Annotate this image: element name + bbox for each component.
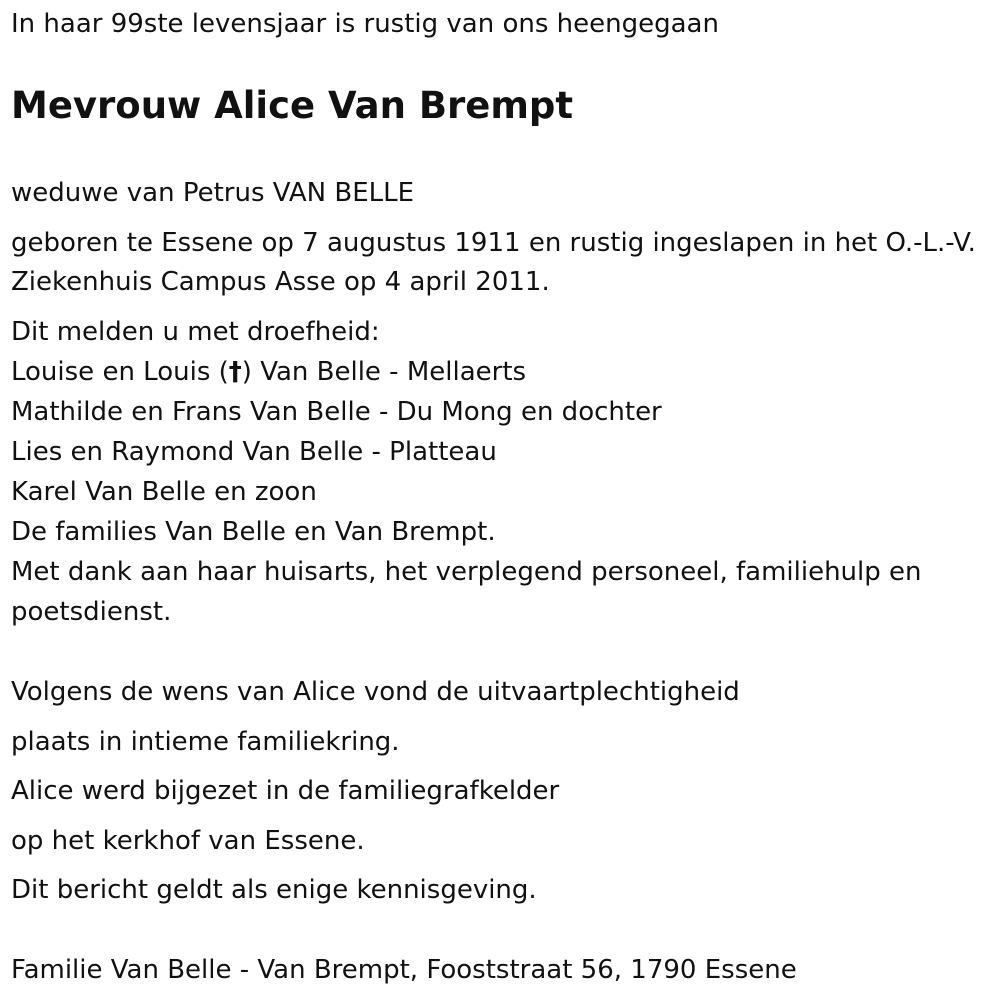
intro-text: In haar 99ste levensjaar is rustig van ons heengegaan <box>11 9 719 39</box>
thanks-line-2: poetsdienst. <box>11 597 172 627</box>
family-address: Familie Van Belle - Van Brempt, Fooststraat 56, 1790 Essene <box>11 955 797 985</box>
family-line-louise-before: Louise en Louis ( <box>11 357 229 387</box>
family-line-louise <box>11 356 526 388</box>
family-line-families: De families Van Belle en Van Brempt. <box>11 517 496 547</box>
family-line-karel: Karel Van Belle en zoon <box>11 477 317 507</box>
family-line-lies: Lies en Raymond Van Belle - Platteau <box>11 437 497 467</box>
birth-death-line-2: Ziekenhuis Campus Asse op 4 april 2011. <box>11 267 550 297</box>
announcement-text: Dit melden u met droefheid: <box>11 317 380 347</box>
funeral-line-2: plaats in intieme familiekring. <box>11 727 400 757</box>
funeral-line-3: Alice werd bijgezet in de familiegrafkelder <box>11 776 560 806</box>
family-line-louise-after: ) Van Belle - Mellaerts <box>241 357 527 387</box>
funeral-line-4: op het kerkhof van Essene. <box>11 826 365 856</box>
funeral-line-1: Volgens de wens van Alice vond de uitvaartplechtigheid <box>11 677 740 707</box>
birth-death-line-1: geboren te Essene op 7 augustus 1911 en rustig ingeslapen in het O.-L.-V. <box>11 228 976 258</box>
thanks-line-1: Met dank aan haar huisarts, het verplegend personeel, familiehulp en <box>11 557 922 587</box>
cross-icon: † <box>228 357 242 387</box>
widow-of-text: weduwe van Petrus VAN BELLE <box>11 178 415 208</box>
family-line-mathilde: Mathilde en Frans Van Belle - Du Mong en dochter <box>11 397 662 427</box>
funeral-line-5: Dit bericht geldt als enige kennisgeving. <box>11 875 537 905</box>
deceased-name: Mevrouw Alice Van Brempt <box>11 84 574 127</box>
